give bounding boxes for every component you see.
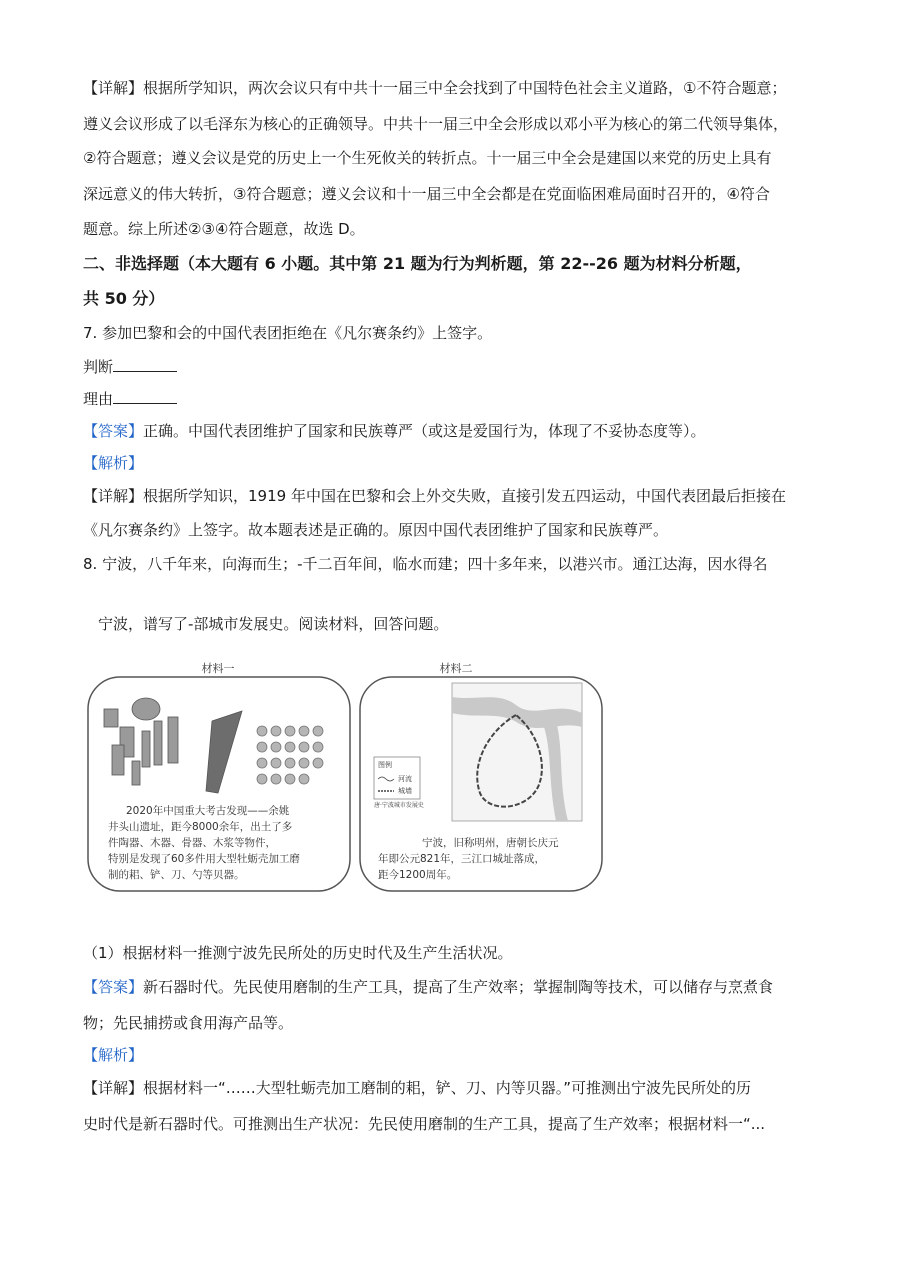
answer-tag: 【答案】 bbox=[83, 978, 144, 996]
caption-line: 年即公元821年，三江口城址落成， bbox=[378, 853, 546, 865]
map-legend bbox=[374, 757, 424, 809]
answer-line bbox=[83, 421, 706, 441]
section-heading: 二、非选择题（本大题有 6 小题。其中第 21 题为行为判析题，第 22--26 题为材料分析题， bbox=[83, 254, 752, 273]
legend-item: 河流 bbox=[398, 775, 412, 783]
caption-line: 宁波，旧称明州，唐朝长庆元 bbox=[422, 837, 559, 849]
text-line: 【详解】根据所学知识，1919 年中国在巴黎和会上外交失败，直接引发五四运动，中国代表团最后拒接在 bbox=[83, 487, 786, 505]
section-heading: 共 50 分） bbox=[83, 289, 165, 308]
material-one-panel bbox=[88, 661, 350, 891]
sub-question-1: （1）根据材料一推测宁波先民所处的历史时代及生产生活状况。 bbox=[83, 944, 513, 962]
caption-line: 2020年中国重大考古发现——余姚 bbox=[126, 805, 290, 817]
question-8: 8. 宁波，八千年来，向海而生；-千二百年间，临水而建；四十多年来，以港兴市。通江达海，因水得名 bbox=[83, 555, 768, 573]
answer-blank[interactable] bbox=[113, 388, 177, 404]
legend-title: 图例 bbox=[378, 761, 392, 769]
caption-line: 特别是发现了60多件用大型牡蛎壳加工磨 bbox=[108, 853, 300, 865]
legend-item: 城墙 bbox=[398, 787, 412, 795]
text-line: 遵义会议形成了以毛泽东为核心的正确领导。中共十一届三中全会形成以邓小平为核心的第二代领导集体， bbox=[83, 115, 789, 133]
analysis-line bbox=[83, 453, 143, 473]
caption-line: 制的耜、铲、刀、勺等贝器。 bbox=[108, 869, 245, 881]
answer-tag: 【答案】 bbox=[83, 422, 144, 440]
text-line: 深远意义的伟大转折，③符合题意；遵义会议和十一届三中全会都是在党面临困难局面时召开的，④符合 bbox=[83, 185, 770, 203]
text-line: 宁波，谱写了-部城市发展史。阅读材料，回答问题。 bbox=[98, 615, 449, 633]
answer-text: 正确。中国代表团维护了国家和民族尊严（或这是爱国行为，体现了不妥协态度等）。 bbox=[143, 422, 706, 440]
analysis-tag: 【解析】 bbox=[83, 454, 144, 472]
caption-line: 件陶器、木器、骨器、木浆等物件， bbox=[108, 837, 276, 849]
analysis-tag: 【解析】 bbox=[83, 1046, 144, 1064]
answer-blank[interactable] bbox=[113, 356, 177, 372]
reason-label: 理由 bbox=[83, 390, 114, 408]
text-line: 物；先民捕捞或食用海产品等。 bbox=[83, 1014, 294, 1032]
caption-line: 井头山遗址，距今8000余年，出土了多 bbox=[108, 821, 293, 833]
question-7: 7. 参加巴黎和会的中国代表团拒绝在《凡尔赛条约》上签字。 bbox=[83, 324, 493, 342]
reason-line bbox=[83, 388, 177, 409]
text-line: 《凡尔赛条约》上签字。故本题表述是正确的。原因中国代表团维护了国家和民族尊严。 bbox=[83, 521, 669, 539]
panel-one-title: 材料一 bbox=[201, 662, 235, 675]
material-figure bbox=[86, 661, 606, 895]
caption-line: 距今1200周年。 bbox=[378, 869, 458, 881]
judge-line bbox=[83, 356, 177, 377]
judge-label: 判断 bbox=[83, 358, 114, 376]
text-line: ②符合题意；遵义会议是党的历史上一个生死攸关的转折点。十一届三中全会是建国以来党的历史上具有 bbox=[83, 149, 772, 167]
panel-two-title: 材料二 bbox=[439, 662, 473, 675]
text-line: 史时代是新石器时代。可推测出生产状况：先民使用磨制的生产工具，提高了生产效率；根据材料一“... bbox=[83, 1115, 766, 1133]
answer-line bbox=[83, 977, 773, 997]
legend-note: 唐·宁波城市发展史 bbox=[374, 802, 424, 809]
text-line: 【详解】根据材料一“……大型牡蛎壳加工磨制的耜，铲、刀、内等贝器。”可推测出宁波先民所处的历 bbox=[83, 1079, 752, 1097]
analysis-line bbox=[83, 1045, 143, 1065]
city-map bbox=[452, 683, 582, 821]
text-line: 题意。综上所述②③④符合题意，故选 D。 bbox=[83, 220, 365, 238]
text-line: 【详解】根据所学知识，两次会议只有中共十一届三中全会找到了中国特色社会主义道路，①不符合题意； bbox=[83, 79, 787, 97]
material-two-panel bbox=[360, 661, 602, 891]
answer-text: 新石器时代。先民使用磨制的生产工具，提高了生产效率；掌握制陶等技术，可以储存与烹煮食 bbox=[143, 978, 774, 996]
